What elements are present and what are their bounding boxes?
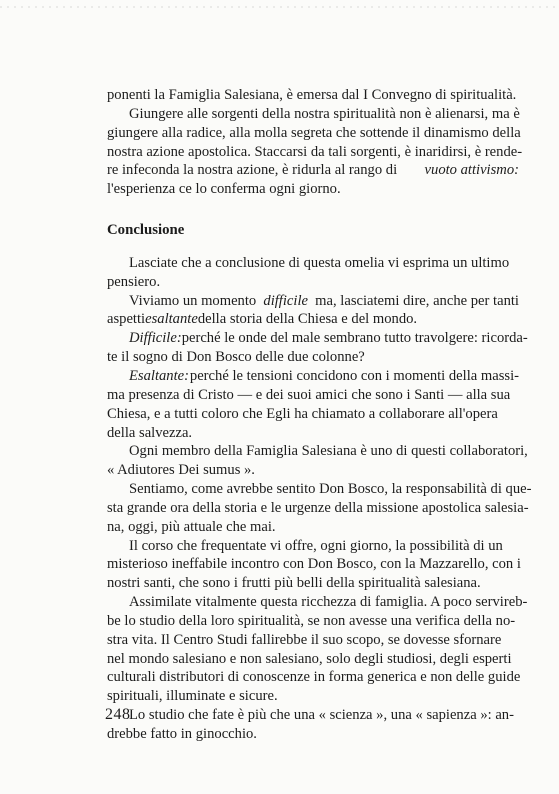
text-line: Assimilate vitalmente questa ricchezza di famiglia. A poco servireb- [129, 594, 528, 611]
page-number: 248 [105, 706, 131, 723]
page-body [107, 86, 532, 744]
text-line: nostri santi, che sono i frutti più belli della spiritualità salesiana. [107, 575, 481, 592]
text-line: della salvezza. [107, 424, 193, 441]
scan-artifact [0, 6, 559, 8]
text-line: be lo studio della loro spiritualità, se non avesse una verifica della no- [107, 612, 516, 629]
text-line: giungere alla radice, alla molla segreta che sottende il dinamismo della [107, 124, 521, 141]
text-line: Viviamo un momento difficile ma, lasciatemi dire, anche per tanti [129, 292, 519, 309]
text-line: Lo studio che fate è più che una « scienza », una « sapienza »: an- [129, 707, 514, 724]
text-line: misterioso ineffabile incontro con Don Bosco, con la Mazzarello, con i [107, 556, 521, 573]
text-line: sta grande ora della storia e le urgenze della missione apostolica salesia- [107, 499, 529, 516]
text-line: Esaltante: perché le tensioni concidono con i momenti della massi- [129, 367, 519, 384]
text-line: Difficile: perché le onde del male sembrano tutto travolgere: ricorda- [129, 330, 528, 347]
text-line: ponenti la Famiglia Salesiana, è emersa dal I Convegno di spiritualità. [107, 87, 517, 103]
text-line: Il corso che frequentate vi offre, ogni giorno, la possibilità di un [129, 537, 503, 554]
text-line: « Adiutores Dei sumus ». [107, 462, 255, 479]
text-line: na, oggi, più attuale che mai. [107, 518, 276, 535]
text-line: Chiesa, e a tutti coloro che Egli ha chiamato a collaborare all'opera [107, 405, 498, 422]
emphasis: Esaltante: [129, 367, 189, 384]
text-line: te il sogno di Don Bosco delle due colonne? [107, 349, 365, 366]
text-line: ma presenza di Cristo — e dei suoi amici che sono i Santi — alla sua [107, 386, 511, 403]
emphasis: vuoto attivismo: [424, 162, 519, 179]
text-line: Sentiamo, come avrebbe sentito Don Bosco, la responsabilità di que- [129, 481, 532, 498]
text-line: spirituali, illuminate e sicure. [107, 688, 278, 705]
text-line: pensiero. [107, 273, 161, 290]
text-line: nostra azione apostolica. Staccarsi da tali sorgenti, è inaridirsi, è rende- [107, 143, 523, 160]
text-line: aspetti esaltante della storia della Chiesa e del mondo. [107, 311, 418, 328]
section-heading: Conclusione [107, 222, 185, 239]
emphasis: difficile [263, 292, 308, 309]
text-line: drebbe fatto in ginocchio. [107, 726, 257, 742]
text-line: Lasciate che a conclusione di questa omelia vi esprima un ultimo [129, 254, 510, 271]
emphasis: Difficile: [129, 330, 182, 347]
text-line: nel mondo salesiano e non salesiano, solo degli studiosi, degli esperti [107, 650, 512, 667]
emphasis: esaltante [145, 311, 198, 328]
text-line: stra vita. Il Centro Studi fallirebbe il suo scopo, se dovesse sfornare [107, 631, 502, 648]
text-line: l'esperienza ce lo conferma ogni giorno. [107, 181, 341, 198]
text-line: culturali distributori di conoscenze in forma generica e non delle guide [107, 669, 521, 686]
text-line: Giungere alle sorgenti della nostra spiritualità non è alienarsi, ma è [129, 105, 520, 122]
text-line: Ogni membro della Famiglia Salesiana è uno di questi collaboratori, [129, 443, 528, 460]
text-line: re infeconda la nostra azione, è ridurla al rango di vuoto attivismo: [107, 162, 519, 179]
